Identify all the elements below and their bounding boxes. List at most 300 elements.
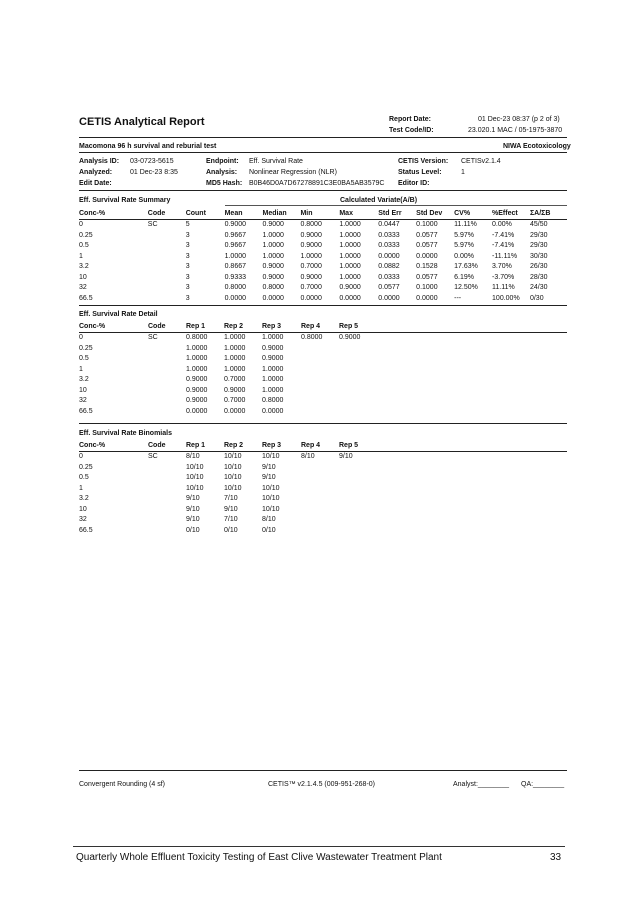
detail-cell: 0.9000	[262, 355, 284, 362]
summary-column-header: Code	[148, 208, 186, 220]
meta-rule	[79, 190, 567, 191]
report-date-label: Report Date:	[389, 116, 432, 123]
summary-cell: 0.0577	[378, 284, 400, 291]
detail-cell: 1.0000	[262, 386, 284, 394]
summary-cell: 0.0577	[416, 273, 438, 281]
summary-cell: 5	[185, 221, 190, 228]
binomials-cell: 0/10	[224, 526, 238, 534]
summary-header-row	[79, 208, 567, 220]
summary-column-header: Max	[339, 208, 378, 220]
summary-cell: 24/30	[529, 284, 548, 291]
detail-cell	[339, 407, 567, 418]
detail-cell: 0.9000	[339, 334, 361, 341]
summary-cell: 11.11%	[492, 284, 515, 291]
summary-cell: 12.50%	[454, 284, 478, 291]
summary-cell: 0.0000	[300, 294, 322, 302]
summary-cell: 0.9000	[339, 284, 361, 291]
binomials-row	[79, 515, 567, 526]
summary-cell: 0.0333	[378, 242, 400, 249]
summary-column-header: ΣA/ΣB	[530, 208, 567, 220]
binomials-cell	[301, 526, 339, 537]
binomials-row	[79, 463, 567, 474]
summary-cell: 0.8667	[224, 263, 247, 270]
summary-row	[79, 273, 567, 284]
summary-cell	[148, 241, 186, 252]
detail-column-header: Rep 1	[186, 321, 224, 333]
summary-cell: 1.0000	[262, 252, 284, 260]
detail-cell: 1.0000	[262, 334, 284, 341]
binomials-cell: 8/10	[262, 516, 276, 523]
summary-cell: 30/30	[529, 252, 548, 260]
binomials-row	[79, 484, 567, 495]
detail-row	[79, 344, 567, 355]
binomials-header-row	[79, 440, 567, 452]
binomials-cell: 7/10	[224, 516, 238, 523]
summary-cell: 6.19%	[454, 273, 474, 281]
detail-cell	[148, 407, 186, 418]
detail-cell: 1.0000	[224, 365, 246, 373]
summary-cell: 10	[79, 273, 87, 281]
summary-cell: 0.8000	[262, 284, 284, 291]
summary-cell: 0.5	[79, 242, 89, 249]
detail-cell	[339, 365, 567, 376]
binomials-cell: 10/10	[186, 484, 204, 492]
summary-group-title: Calculated Variate(A/B)	[340, 197, 418, 204]
detail-column-header: Conc-%	[79, 321, 148, 333]
binomials-cell: 9/10	[186, 505, 200, 513]
md5-value: B0B46D0A7D67278891C3E0BA5AB3579C	[249, 180, 385, 187]
summary-cell: -7.41%	[492, 231, 515, 239]
binomials-cell: 10/10	[262, 495, 280, 502]
binomials-cell: 0.5	[79, 474, 89, 481]
binomials-row	[79, 526, 567, 537]
detail-cell: 0.5	[79, 355, 89, 362]
summary-cell: 0.9000	[300, 273, 322, 281]
summary-cell: 0.00%	[492, 221, 512, 228]
detail-cell: 0.8000	[262, 397, 284, 404]
summary-cell: 0.9333	[224, 273, 247, 281]
binomials-cell: 10/10	[186, 474, 204, 481]
summary-cell: 29/30	[529, 231, 548, 239]
summary-cell: 66.5	[79, 294, 93, 302]
binomials-cell: 9/10	[262, 474, 276, 481]
binomials-cell	[301, 505, 339, 516]
test-name: Macomona 96 h survival and reburial test	[79, 143, 217, 150]
binomials-cell	[148, 515, 186, 526]
analysis-id-label: Analysis ID:	[79, 158, 120, 165]
summary-cell	[148, 283, 186, 294]
header-rule	[79, 137, 567, 138]
summary-cell: 28/30	[529, 273, 548, 281]
summary-column-header: CV%	[454, 208, 492, 220]
detail-cell: 1.0000	[186, 355, 208, 362]
summary-cell: 0.9667	[224, 242, 247, 249]
detail-cell	[339, 396, 567, 407]
summary-cell: 11.11%	[454, 221, 477, 228]
page-footer-text: Quarterly Whole Effluent Toxicity Testing of East Clive Wastewater Treatment Plant	[76, 852, 442, 863]
binomials-row	[79, 505, 567, 516]
org-name: NIWA Ecotoxicology	[503, 143, 571, 150]
detail-cell: 32	[79, 397, 87, 404]
detail-cell	[301, 375, 339, 386]
binomials-column-header: Rep 4	[301, 440, 339, 452]
analysis-value: Nonlinear Regression (NLR)	[249, 169, 337, 176]
summary-cell: 1.0000	[300, 252, 322, 260]
binomials-cell: 10/10	[224, 484, 242, 492]
detail-column-header: Code	[148, 321, 186, 333]
binomials-cell: 0/10	[262, 526, 276, 534]
detail-title: Eff. Survival Rate Detail	[79, 311, 158, 318]
detail-cell: 0.0000	[186, 407, 208, 415]
summary-cell: 0.0000	[416, 294, 438, 302]
detail-cell	[301, 365, 339, 376]
summary-cell: 0.0000	[378, 294, 400, 302]
page-footer-rule	[73, 846, 565, 847]
binomials-cell	[339, 473, 567, 484]
version-value: CETISv2.1.4	[461, 158, 501, 165]
summary-cell: 0.9000	[262, 263, 284, 270]
binomials-cell	[339, 463, 567, 474]
summary-column-header: Mean	[225, 208, 263, 220]
summary-title: Eff. Survival Rate Summary	[79, 197, 171, 204]
summary-cell: 0.0577	[416, 242, 438, 249]
detail-cell: 0.9000	[262, 344, 284, 352]
binomials-cell: 0.25	[79, 463, 93, 471]
detail-cell	[339, 344, 567, 355]
analyzed-label: Analyzed:	[79, 169, 113, 176]
binomials-cell: 8/10	[301, 453, 315, 460]
binomials-cell	[148, 463, 186, 474]
detail-header-row	[79, 321, 567, 333]
binomials-cell: SC	[148, 453, 158, 460]
detail-column-header: Rep 3	[262, 321, 301, 333]
summary-cell: 0.0000	[416, 252, 438, 260]
binomials-cell	[301, 484, 339, 495]
binomials-cell: 9/10	[186, 495, 200, 502]
version-label: CETIS Version:	[398, 158, 449, 165]
binomials-column-header: Rep 5	[339, 440, 567, 452]
page-number: 33	[550, 852, 562, 863]
detail-cell: SC	[148, 334, 158, 341]
summary-row	[79, 262, 567, 273]
binomials-cell	[301, 515, 339, 526]
detail-cell: 0.9000	[186, 376, 208, 383]
summary-column-header: Std Dev	[416, 208, 454, 220]
summary-cell: 3	[185, 252, 190, 260]
analysis-label: Analysis:	[206, 169, 238, 176]
summary-cell: 0.1528	[416, 263, 438, 270]
summary-cell: 3	[185, 294, 190, 302]
binomials-table	[79, 440, 567, 536]
detail-table	[79, 321, 567, 417]
binomials-cell	[339, 515, 567, 526]
summary-column-header: Min	[300, 208, 339, 220]
binomials-cell: 66.5	[79, 526, 93, 534]
binomials-cell: 10/10	[224, 463, 242, 471]
detail-cell: 1.0000	[186, 365, 208, 373]
summary-cell: 0.25	[79, 231, 93, 239]
analyst-signature: Analyst:________	[453, 781, 510, 788]
summary-column-header: Count	[186, 208, 225, 220]
summary-row	[79, 231, 567, 242]
binomials-cell	[148, 473, 186, 484]
summary-cell: 1.0000	[339, 231, 361, 239]
detail-cell	[301, 344, 339, 355]
summary-column-header: Median	[263, 208, 301, 220]
binomials-cell: 10/10	[224, 474, 242, 481]
detail-column-header: Rep 2	[224, 321, 262, 333]
binomials-cell: 9/10	[339, 453, 353, 460]
test-rule	[79, 152, 567, 153]
detail-cell	[148, 386, 186, 397]
detail-row	[79, 407, 567, 418]
binomials-cell	[339, 484, 567, 495]
detail-row	[79, 396, 567, 407]
edit-date-label: Edit Date:	[79, 180, 112, 187]
summary-cell: ---	[454, 294, 462, 302]
summary-cell: 0.7000	[300, 263, 322, 270]
detail-cell: 0.9000	[224, 386, 246, 394]
detail-cell	[339, 375, 567, 386]
summary-cell: 3	[185, 242, 190, 249]
detail-cell: 1.0000	[186, 344, 208, 352]
summary-cell: 0.9000	[300, 231, 322, 239]
detail-cell	[148, 354, 186, 365]
summary-cell: 0.9000	[262, 273, 284, 281]
analyzed-value: 01 Dec-23 8:35	[130, 169, 178, 176]
summary-cell: 0.0447	[378, 221, 400, 228]
detail-row	[79, 365, 567, 376]
detail-cell	[301, 386, 339, 397]
md5-label: MD5 Hash:	[206, 180, 243, 187]
detail-cell: 0.7000	[224, 397, 246, 404]
summary-cell	[148, 294, 186, 305]
binomials-cell	[148, 526, 186, 537]
detail-cell	[339, 386, 567, 397]
binomials-cell: 1	[79, 484, 83, 492]
binomials-cell: 9/10	[224, 505, 238, 513]
binomials-cell: 7/10	[224, 495, 238, 502]
summary-cell: -3.70%	[492, 273, 515, 281]
summary-cell: 0.7000	[300, 284, 322, 291]
test-code-value: 23.020.1 MAC / 05-1975-3870	[468, 127, 563, 134]
report-title: CETIS Analytical Report	[79, 116, 205, 128]
binomials-cell	[148, 494, 186, 505]
summary-cell: 0.0882	[378, 263, 400, 270]
summary-cell: 32	[79, 284, 87, 291]
detail-cell: 0.25	[79, 344, 93, 352]
binomials-row	[79, 494, 567, 505]
editor-label: Editor ID:	[398, 180, 430, 187]
detail-cell: 1.0000	[224, 334, 246, 341]
summary-cell: 1	[79, 252, 83, 260]
summary-cell: 3.2	[79, 263, 89, 270]
rounding-note: Convergent Rounding (4 sf)	[79, 781, 165, 788]
summary-cell: 0.0000	[224, 294, 247, 302]
detail-cell: 0	[79, 334, 83, 341]
status-value: 1	[461, 169, 465, 176]
detail-cell: 0.9000	[186, 386, 208, 394]
binomials-column-header: Rep 3	[262, 440, 301, 452]
summary-cell	[148, 273, 186, 284]
test-code-label: Test Code/ID:	[389, 127, 434, 134]
binomials-cell	[339, 526, 567, 537]
binomials-cell: 0/10	[186, 526, 200, 534]
summary-cell: 0.0000	[262, 294, 284, 302]
summary-cell: 0.0333	[378, 231, 400, 239]
detail-cell: 3.2	[79, 376, 89, 383]
summary-row	[79, 241, 567, 252]
analysis-id-value: 03-0723-5615	[130, 158, 174, 165]
detail-cell: 1.0000	[262, 365, 284, 373]
summary-column-header: Conc-%	[79, 208, 148, 220]
report-date-value: 01 Dec-23 08:37 (p 2 of 3)	[478, 116, 560, 123]
detail-column-header: Rep 5	[339, 321, 567, 333]
binomials-cell: 10/10	[262, 505, 280, 513]
detail-cell	[148, 344, 186, 355]
detail-cell	[301, 396, 339, 407]
detail-column-header: Rep 4	[301, 321, 339, 333]
summary-cell: 1.0000	[262, 231, 284, 239]
summary-cell: 1.0000	[224, 252, 247, 260]
summary-cell	[148, 252, 186, 263]
summary-cell: 0.1000	[416, 284, 438, 291]
summary-row	[79, 294, 567, 305]
binomials-column-header: Rep 2	[224, 440, 262, 452]
binomials-cell	[148, 484, 186, 495]
summary-cell: 0.8000	[300, 221, 322, 228]
summary-cell: 0.8000	[224, 284, 247, 291]
binomials-cell: 10/10	[262, 484, 280, 492]
summary-cell: 1.0000	[339, 273, 361, 281]
report-footer-rule	[79, 770, 567, 771]
binomials-cell: 3.2	[79, 495, 89, 502]
detail-cell: 0.8000	[301, 334, 323, 341]
summary-cell: 0.0577	[416, 231, 438, 239]
summary-cell: 0.0000	[339, 294, 361, 302]
detail-cell	[339, 354, 567, 365]
summary-cell: 0.9000	[262, 221, 284, 228]
summary-cell: 5.97%	[454, 242, 474, 249]
summary-cell: 3	[185, 273, 190, 281]
detail-cell: 10	[79, 386, 87, 394]
endpoint-value: Eff. Survival Rate	[249, 158, 303, 165]
detail-cell	[301, 407, 339, 418]
detail-cell: 0.8000	[186, 334, 208, 341]
summary-cell: -11.11%	[492, 252, 518, 260]
binomials-cell: 8/10	[186, 453, 200, 460]
detail-cell	[148, 375, 186, 386]
summary-cell: 100.00%	[492, 294, 520, 302]
summary-cell: 3	[185, 231, 190, 239]
binomials-cell: 32	[79, 516, 87, 523]
binomials-cell: 0	[79, 453, 83, 460]
detail-cell: 1.0000	[224, 344, 246, 352]
detail-row	[79, 354, 567, 365]
software-version: CETIS™ v2.1.4.5 (009-951-268-0)	[268, 781, 375, 788]
summary-cell: 0.00%	[454, 252, 474, 260]
summary-cell: 1.0000	[339, 242, 361, 249]
summary-cell: 17.63%	[454, 263, 478, 270]
summary-cell: 3.70%	[492, 263, 512, 270]
detail-cell: 0.7000	[224, 376, 246, 383]
summary-cell: 1.0000	[262, 242, 284, 249]
summary-cell: 0.9667	[224, 231, 247, 239]
summary-column-header: Std Err	[378, 208, 416, 220]
detail-row	[79, 375, 567, 386]
summary-cell: 0.0333	[378, 273, 400, 281]
detail-end-rule	[79, 423, 567, 424]
detail-cell	[148, 396, 186, 407]
detail-cell: 1.0000	[224, 355, 246, 362]
summary-row	[79, 283, 567, 294]
summary-cell: 1.0000	[339, 263, 361, 270]
summary-row	[79, 252, 567, 263]
summary-cell: 26/30	[529, 263, 548, 270]
binomials-cell: 10/10	[224, 453, 242, 460]
detail-cell: 0.0000	[262, 407, 284, 415]
binomials-row	[79, 473, 567, 484]
binomials-title: Eff. Survival Rate Binomials	[79, 430, 172, 437]
binomials-cell	[339, 494, 567, 505]
binomials-cell: 9/10	[262, 463, 276, 471]
summary-cell: 0/30	[529, 294, 544, 302]
endpoint-label: Endpoint:	[206, 158, 239, 165]
detail-cell: 0.0000	[224, 407, 246, 415]
summary-cell: 1.0000	[339, 221, 361, 228]
binomials-cell: 9/10	[186, 516, 200, 523]
summary-cell: 0.9000	[300, 242, 322, 249]
summary-cell: -7.41%	[492, 242, 515, 249]
summary-column-header: %Effect	[492, 208, 530, 220]
binomials-column-header: Code	[148, 440, 186, 452]
binomials-cell	[339, 505, 567, 516]
summary-cell: 5.97%	[454, 231, 474, 239]
detail-cell: 1.0000	[262, 376, 284, 383]
summary-cell	[148, 231, 186, 242]
detail-row	[79, 386, 567, 397]
detail-cell: 1	[79, 365, 83, 373]
summary-cell: 0.9000	[224, 221, 247, 228]
summary-cell	[148, 262, 186, 273]
binomials-column-header: Rep 1	[186, 440, 224, 452]
summary-cell: 0	[79, 221, 83, 228]
binomials-cell: 10/10	[186, 463, 204, 471]
summary-group-rule	[225, 205, 567, 206]
detail-cell	[148, 365, 186, 376]
summary-cell: 1.0000	[339, 252, 361, 260]
detail-cell: 66.5	[79, 407, 93, 415]
qa-signature: QA:________	[521, 781, 565, 788]
status-label: Status Level:	[398, 169, 442, 176]
binomials-cell: 10	[79, 505, 87, 513]
detail-row	[79, 333, 567, 344]
binomials-cell	[301, 494, 339, 505]
summary-row	[79, 220, 567, 231]
detail-cell	[301, 354, 339, 365]
summary-cell: 3	[185, 263, 190, 270]
binomials-cell: 10/10	[262, 453, 280, 460]
summary-cell: 3	[185, 284, 190, 291]
binomials-cell	[148, 505, 186, 516]
summary-cell: SC	[147, 221, 158, 228]
binomials-cell	[301, 463, 339, 474]
binomials-cell	[301, 473, 339, 484]
summary-table	[79, 208, 567, 304]
summary-cell: 0.0000	[378, 252, 400, 260]
summary-cell: 29/30	[529, 242, 548, 249]
binomials-row	[79, 452, 567, 463]
